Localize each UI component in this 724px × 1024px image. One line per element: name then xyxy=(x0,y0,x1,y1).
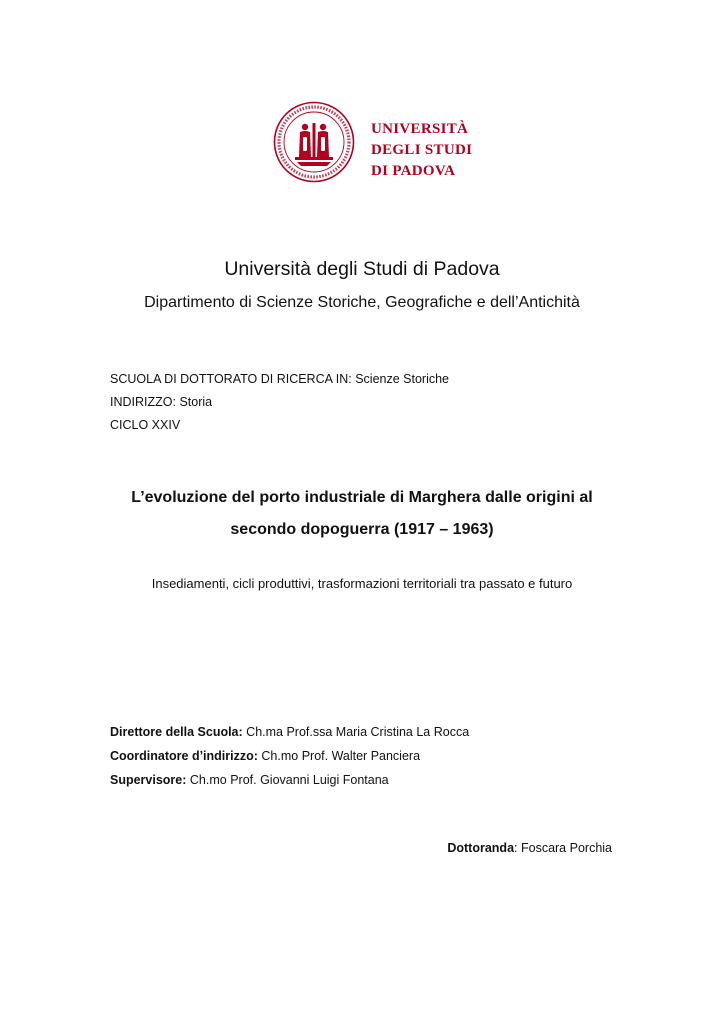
doctoral-school-value: Scienze Storiche xyxy=(355,372,450,386)
candidate-separator: : xyxy=(514,841,521,855)
director-label: Direttore della Scuola: xyxy=(110,725,243,739)
curriculum-value: Storia xyxy=(179,395,213,409)
doctoral-school-label: SCUOLA DI DOTTORATO DI RICERCA IN: xyxy=(110,372,352,386)
coordinator-label: Coordinatore d’indirizzo: xyxy=(110,749,258,763)
thesis-title-line-2: secondo dopoguerra (1917 – 1963) xyxy=(230,521,494,538)
thesis-title-line-1: L’evoluzione del porto industriale di Marghera dalle origini al xyxy=(131,489,593,506)
thesis-subtitle: Insediamenti, cicli produttivi, trasformazioni territoriali tra passato e futuro xyxy=(151,576,573,591)
university-name: Università degli Studi di Padova xyxy=(224,258,500,280)
wordmark-line-2: DEGLI STUDI xyxy=(371,142,473,158)
coordinator-line xyxy=(110,749,420,763)
curriculum-label: INDIRIZZO: xyxy=(110,395,176,409)
university-wordmark xyxy=(371,119,472,182)
wordmark-line-3: DI PADOVA xyxy=(371,163,456,179)
curriculum-line xyxy=(110,395,212,409)
doctoral-school-line xyxy=(110,372,449,386)
director-line xyxy=(110,725,469,739)
director-name: Ch.ma Prof.ssa Maria Cristina La Rocca xyxy=(246,725,470,739)
department-name: Dipartimento di Scienze Storiche, Geografiche e dell’Antichità xyxy=(144,294,580,311)
supervisor-name: Ch.mo Prof. Giovanni Luigi Fontana xyxy=(189,773,389,787)
coordinator-name: Ch.mo Prof. Walter Panciera xyxy=(261,749,421,763)
supervisor-line xyxy=(110,773,389,787)
cycle-line: CICLO XXIV xyxy=(110,418,181,432)
candidate-line xyxy=(447,841,612,855)
candidate-label: Dottoranda xyxy=(447,841,515,855)
candidate-name: Foscara Porchia xyxy=(520,841,612,855)
supervisor-label: Supervisore: xyxy=(110,773,187,787)
university-seal-logo xyxy=(273,101,355,183)
wordmark-line-1: UNIVERSITÀ xyxy=(371,121,469,137)
